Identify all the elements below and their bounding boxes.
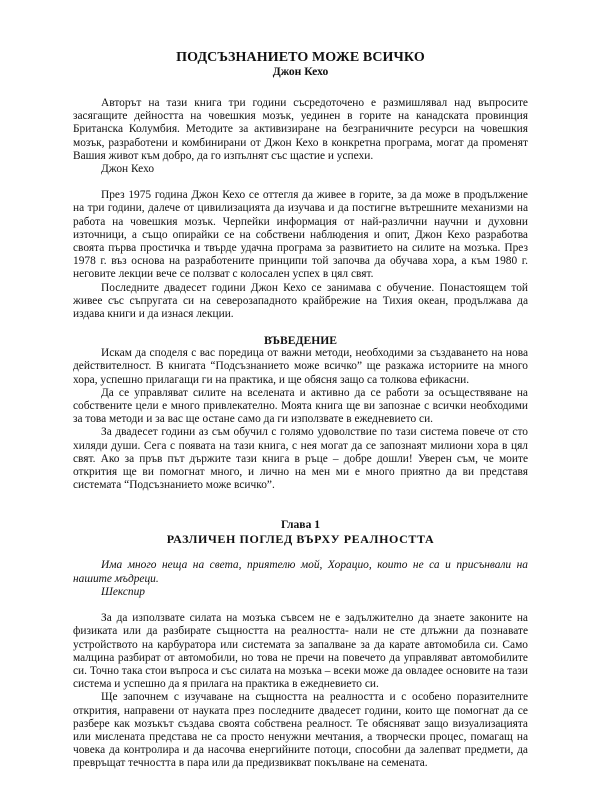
epigraph-quote: Има много неща на света, приятелю мой, Хорацио, които не са и присънвали на нашите мъдреци. [73, 559, 528, 585]
intro-paragraph: Авторът на тази книга три години съсредоточено е размишлявал над въпросите засягащите дейността на човешкия мозък, уединен в горите на канадската провинция Британска Колумбия. Методите за активизиране на безграничните ресурси на човешкия мозък, разработени и комбинирани от Джон Кехо в конкретна програма, могат да променят Вашия живот към добро, да го изпълнят със щастие и успехи. [73, 97, 528, 162]
chapter-number: Глава 1 [280, 518, 321, 532]
document-page [73, 50, 528, 771]
introduction-paragraph: Да се управляват силите на вселената и активно да се работи за осъществяване на собствените цели е много привлекателно. Моята книга ще ви запознае с всички необходими за това методи и за вас ще остане само да ги използвате в ежедневието си. [73, 386, 528, 426]
epigraph-author: Шекспир [101, 585, 145, 598]
book-author: Джон Кехо [272, 65, 329, 78]
chapter-paragraph: За да използвате силата на мозъка съвсем не е задължително да знаете законите на физиката или да разбирате същността на реалността- нали не сте длъжни да познавате устройството на карбуратора или системата за запалване за да карате автомобила си. Само малцина разбират от автомобили, но това не пречи на повечето да управляват автомобилите си. Точно така стои въпроса и със силата на мозъка – всеки може да овладее основите на тази система и успешно да я прилага на практика в ежедневието си. [73, 612, 528, 691]
introduction-heading: ВЪВЕДЕНИЕ [264, 334, 337, 348]
intro-signature: Джон Кехо [101, 163, 155, 176]
intro-paragraph: Последните двадесет години Джон Кехо се занимава с обучение. Понастоящем той живее със съпругата си на северозападното крайбрежие на Тихия океан, продължава да издава книги и да изнася лекции. [73, 281, 528, 321]
introduction-paragraph: За двадесет години аз съм обучил с голямо удоволствие по тази система повече от сто хиляди души. Сега с появата на тази книга, с нея могат да се запознаят милиони хора в цял свят. Ако за пръв път държите тази книга в ръце – добре дошли! Уверен съм, че моите открития ще ви помогнат много, и лично на мен ми е много приятно да ви представя системата “Подсъзнанието може всичко”. [73, 426, 528, 492]
introduction-paragraph: Искам да споделя с вас поредица от важни методи, необходими за създаването на нова действителност. В книгата “Подсъзнанието може всичко” ще разкажа историите на много хора, успешно прилагащи ги на практика, и ще обясня защо са толкова ефикасни. [73, 347, 528, 386]
intro-paragraph: През 1975 година Джон Кехо се оттегля да живее в горите, за да може в продължение на три години, далече от цивилизацията да изучава и да постигне вътрешните механизми на работа на човешкия мозък. Черпейки информация от най-различни научни и духовни източници, а също опирайки се на собствени наблюдения и опит, Джон Кехо разработва своята първа простичка и твърде удачна програма за развитието на силите на мозъка. През 1978 г. въз основа на разработените принципи той започва да обучава хора, а към 1980 г. неговите лекции вече се ползват с колосален успех в цял свят. [73, 189, 528, 281]
chapter-paragraph: Ще започнем с изучаване на същността на реалността и с особено поразителните открития, направени от науката през последните двадесет години, които ще помогнат да се разбере как мозъкът създава своята собствена реалност. Те обясняват защо визуализацията или мислената представа не са просто ненужни мечтания, а творчески процес, помагащ на човека да контролира и да насочва енергийните потоци, способни да залепват предмети, да превръщат течността в пара или да предизвикват покълване на семената. [73, 691, 528, 770]
chapter-title: РАЗЛИЧЕН ПОГЛЕД ВЪРХУ РЕАЛНОСТТА [166, 532, 435, 547]
book-title: ПОДСЪЗНАНИЕТО МОЖЕ ВСИЧКО [176, 50, 425, 65]
